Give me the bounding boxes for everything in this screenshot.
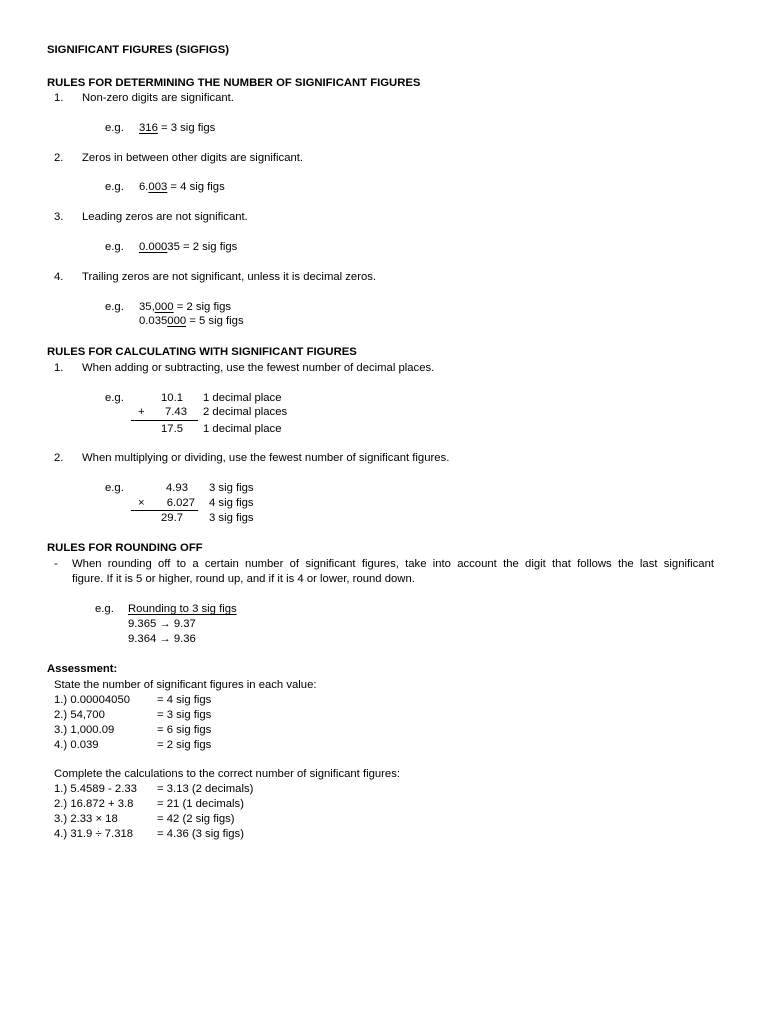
calculating-heading: RULES FOR CALCULATING WITH SIGNIFICANT FIGURES (47, 346, 357, 358)
plus-operator: + (138, 406, 145, 418)
rule-number: 1. (54, 92, 64, 104)
underlined-digits: 0.000 (139, 241, 168, 253)
question: 1.) 5.4589 - 2.33 (54, 783, 137, 795)
underlined-digits: 003 (148, 181, 168, 193)
rounding-rule-line-1: When rounding off to a certain number of significant figures, take into account the digit that follows the last significant (72, 558, 714, 570)
rounding-rule-line-2: figure. If it is 5 or higher, round up, and if it is 4 or lower, round down. (72, 573, 415, 585)
rule-text: Trailing zeros are not significant, unless it is decimal zeros. (82, 271, 377, 283)
rule-number: 2. (54, 152, 64, 164)
answer: = 21 (1 decimals) (157, 798, 244, 810)
example-line (139, 123, 215, 134)
example-prefix: 6. (139, 181, 149, 193)
eg-label: e.g. (105, 301, 124, 313)
factor-note: 4 sig figs (209, 497, 254, 509)
answer: = 6 sig figs (157, 724, 212, 736)
rule-text: Leading zeros are not significant. (82, 211, 248, 223)
eg-label: e.g. (105, 241, 124, 253)
rounding-example: 9.365 → 9.37 (128, 618, 196, 630)
question: 3.) 1,000.09 (54, 724, 115, 736)
eg-label: e.g. (105, 482, 124, 494)
question: 1.) 0.00004050 (54, 694, 131, 706)
sum-value: 17.5 (161, 423, 183, 435)
example-rest: = 2 sig figs (173, 301, 232, 313)
answer: = 42 (2 sig figs) (157, 813, 235, 825)
eg-label: e.g. (105, 392, 124, 404)
example-rest: = 4 sig figs (167, 181, 225, 193)
underlined-digits: 316 (139, 122, 158, 134)
question: 4.) 0.039 (54, 739, 99, 751)
example-rest: 35 = 2 sig figs (167, 241, 238, 253)
addend-value: 10.1 (161, 392, 183, 404)
product-value: 29.7 (161, 512, 183, 524)
example-rest: = 3 sig figs (157, 122, 216, 134)
underlined-digits: 000 (167, 315, 187, 327)
example-line (139, 182, 225, 193)
question: 4.) 31.9 ÷ 7.318 (54, 828, 134, 840)
sum-note: 1 decimal place (203, 423, 282, 435)
example-line (139, 242, 237, 253)
eg-label: e.g. (95, 603, 114, 615)
eg-label: e.g. (105, 181, 124, 193)
sum-line (131, 420, 198, 421)
question: 2.) 16.872 + 3.8 (54, 798, 134, 810)
addend-note: 1 decimal place (203, 392, 282, 404)
factor-value: 6.027 (166, 497, 195, 509)
bullet-dash: - (54, 558, 58, 570)
answer: = 4 sig figs (157, 694, 212, 706)
answer: = 3.13 (2 decimals) (157, 783, 254, 795)
rule-text: Zeros in between other digits are significant. (82, 152, 304, 164)
addend-value: 7.43 (165, 406, 187, 418)
times-operator: × (138, 497, 145, 509)
product-line (131, 510, 198, 511)
example-line (139, 302, 231, 313)
rule-number: 2. (54, 452, 64, 464)
addend-note: 2 decimal places (203, 406, 288, 418)
rule-number: 1. (54, 362, 64, 374)
rounding-example-heading-text: Rounding to 3 sig figs (128, 603, 237, 615)
rounding-example-heading (128, 604, 237, 615)
rule-number: 4. (54, 271, 64, 283)
answer: = 2 sig figs (157, 739, 212, 751)
question: 3.) 2.33 × 18 (54, 813, 118, 825)
question: 2.) 54,700 (54, 709, 105, 721)
rule-text: Non-zero digits are significant. (82, 92, 234, 104)
underlined-digits: 000 (154, 301, 174, 313)
product-note: 3 sig figs (209, 512, 254, 524)
example-prefix: 0.035 (139, 315, 168, 327)
assessment-instruction: State the number of significant figures in each value: (54, 679, 317, 691)
rule-text: When adding or subtracting, use the fewest number of decimal places. (82, 362, 435, 374)
assessment-instruction: Complete the calculations to the correct number of significant figures: (54, 768, 400, 780)
rule-number: 3. (54, 211, 64, 223)
page-title: SIGNIFICANT FIGURES (SIGFIGS) (47, 44, 230, 56)
rule-text: When multiplying or dividing, use the fewest number of significant figures. (82, 452, 450, 464)
answer: = 3 sig figs (157, 709, 212, 721)
example-rest: = 5 sig figs (186, 315, 244, 327)
factor-note: 3 sig figs (209, 482, 254, 494)
rounding-heading: RULES FOR ROUNDING OFF (47, 542, 203, 554)
factor-value: 4.93 (166, 482, 188, 494)
example-line (139, 316, 244, 327)
determining-heading: RULES FOR DETERMINING THE NUMBER OF SIGNIFICANT FIGURES (47, 77, 421, 89)
eg-label: e.g. (105, 122, 124, 134)
answer: = 4.36 (3 sig figs) (157, 828, 244, 840)
example-prefix: 35, (139, 301, 155, 313)
rounding-example: 9.364 → 9.36 (128, 633, 196, 645)
assessment-heading: Assessment: (47, 663, 118, 675)
